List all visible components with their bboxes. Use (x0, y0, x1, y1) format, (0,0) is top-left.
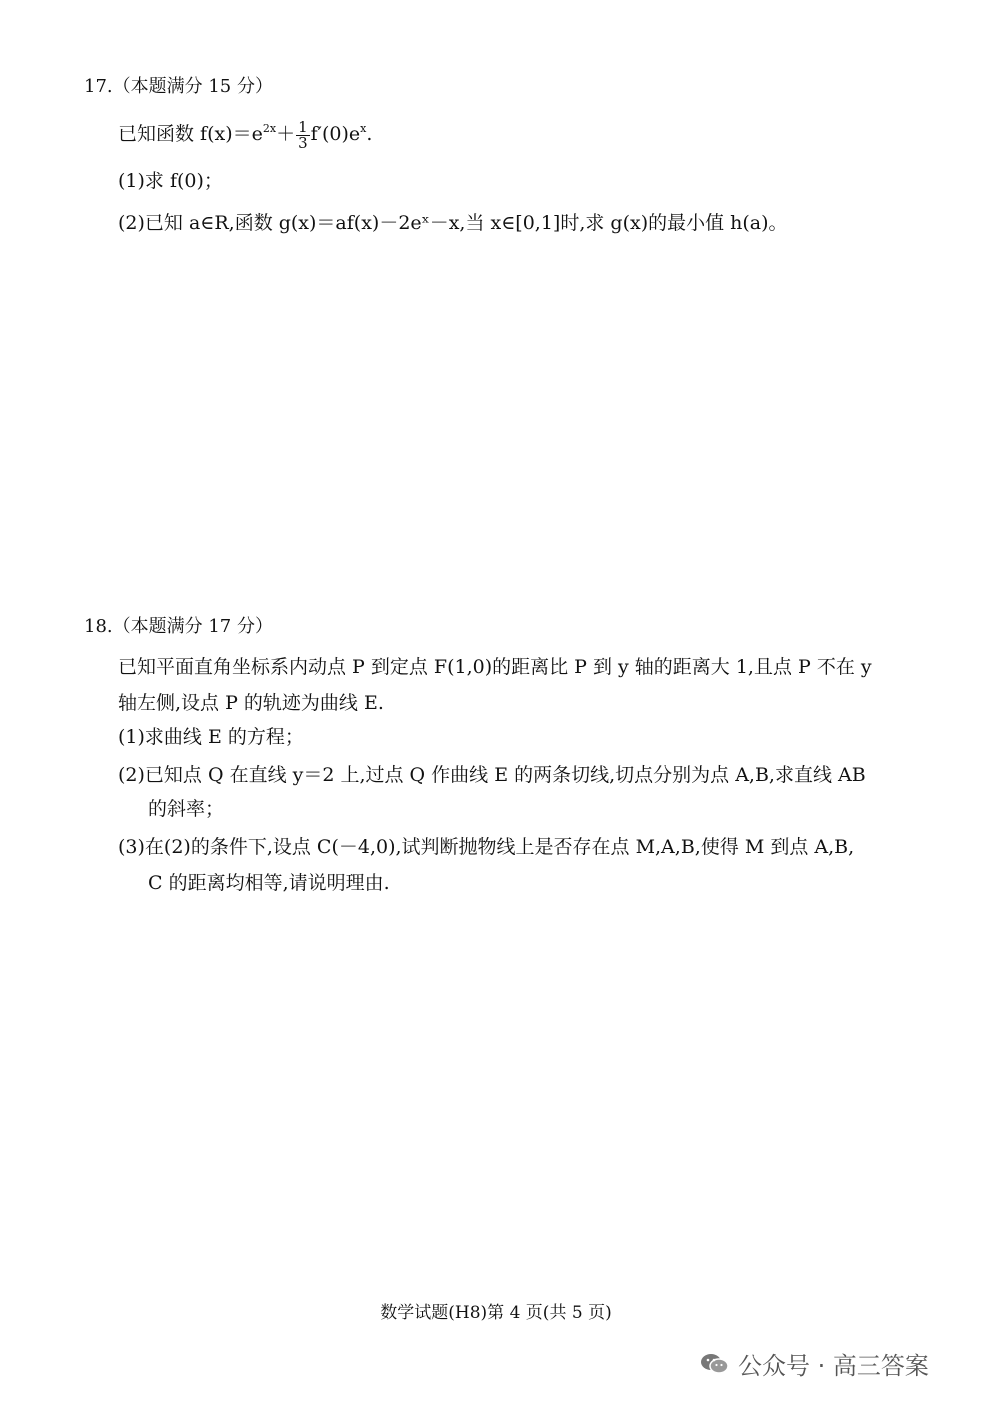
q18-part2-line1: (2)已知点 Q 在直线 y＝2 上,过点 Q 作曲线 E 的两条切线,切点分别为点 A,B,求直线 AB (118, 764, 866, 786)
q17-stem (118, 116, 372, 151)
q18-part3-line2: C 的距离均相等,请说明理由. (148, 872, 390, 894)
q17-header: 17.（本题满分 15 分） (84, 76, 273, 97)
q17-stem-exp: 2x (262, 122, 277, 135)
q17-frac-den: 3 (298, 133, 308, 152)
q18-part2-line2: 的斜率； (148, 798, 225, 820)
q18-part3-line1: (3)在(2)的条件下,设点 C(－4,0),试判断抛物线上是否存在点 M,A,B,使得 M 到点 A,B, (118, 836, 855, 858)
q17-stem-func: f(x)＝e (200, 123, 263, 145)
q17-stem-prefix: 已知函数 (118, 123, 201, 145)
watermark-text: 公众号 · 高三答案 (738, 1352, 929, 1380)
q17-stem-exp2: x (360, 122, 367, 135)
q17-stem-fprime: f′(0)e (310, 123, 361, 145)
wechat-icon (700, 1352, 730, 1376)
q18-header: 18.（本题满分 17 分） (84, 616, 273, 637)
q17-part1: (1)求 f(0)； (118, 170, 223, 192)
q18-part1: (1)求曲线 E 的方程； (118, 726, 304, 748)
q17-fraction (296, 117, 310, 152)
q17-frac-num: 1 (298, 117, 308, 136)
q17-part2: (2)已知 a∈R,函数 g(x)＝af(x)－2eˣ－x,当 x∈[0,1]时,求 g(x)的最小值 h(a)。 (118, 212, 788, 234)
page-footer: 数学试题(H8)第 4 页(共 5 页) (380, 1303, 612, 1323)
q17-stem-plus: ＋ (276, 123, 296, 145)
watermark (700, 1346, 929, 1381)
q18-stem-line1: 已知平面直角坐标系内动点 P 到定点 F(1,0)的距离比 P 到 y 轴的距离大 1,且点 P 不在 y (118, 656, 872, 678)
q18-stem-line2: 轴左侧,设点 P 的轨迹为曲线 E. (118, 692, 384, 714)
q17-stem-end: . (366, 123, 373, 145)
